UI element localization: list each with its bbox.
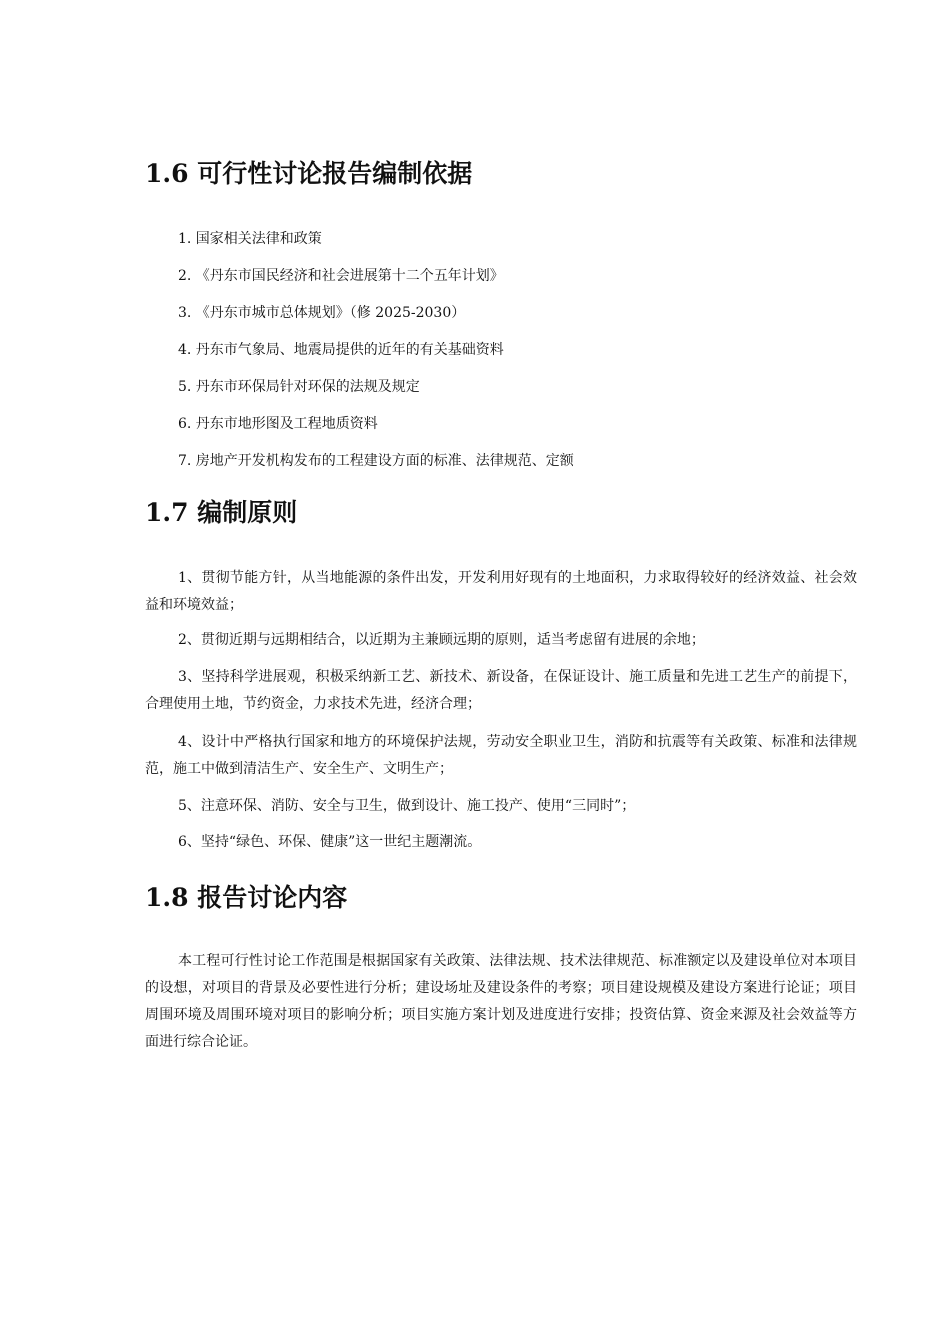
- list-item: 7. 房地产开发机构发布的工程建设方面的标准、法律规范、定额: [178, 453, 574, 469]
- section-heading-1-7: 1.7 编制原则: [145, 498, 298, 527]
- list-item: 4. 丹东市气象局、地震局提供的近年的有关基础资料: [178, 342, 504, 358]
- principle-paragraph: 6、坚持“绿色、环保、健康”这一世纪主题潮流。: [178, 834, 482, 850]
- principle-paragraph: 4、设计中严格执行国家和地方的环境保护法规，劳动安全职业卫生，消防和抗震等有关政策、标准和法律规范，施工中做到清洁生产、安全生产、文明生产；: [145, 734, 857, 777]
- principle-paragraph: 2、贯彻近期与远期相结合，以近期为主兼顾远期的原则，适当考虑留有进展的余地；: [178, 632, 705, 648]
- principle-paragraph: 5、注意环保、消防、安全与卫生，做到设计、施工投产、使用“三同时”；: [178, 798, 636, 814]
- list-item: 1. 国家相关法律和政策: [178, 231, 322, 247]
- list-item: 2. 《丹东市国民经济和社会进展第十二个五年计划》: [178, 268, 504, 284]
- list-item: 6. 丹东市地形图及工程地质资料: [178, 416, 378, 432]
- section-heading-1-6: 1.6 可行性讨论报告编制依据: [145, 159, 473, 188]
- principle-paragraph: 1、贯彻节能方针，从当地能源的条件出发，开发利用好现有的土地面积，力求取得较好的经济效益、社会效益和环境效益；: [145, 570, 857, 613]
- principle-paragraph: 3、坚持科学进展观，积极采纳新工艺、新技术、新设备，在保证设计、施工质量和先进工艺生产的前提下，合理使用土地，节约资金，力求技术先进，经济合理；: [145, 669, 857, 712]
- section-heading-1-8: 1.8 报告讨论内容: [145, 883, 348, 912]
- content-paragraph: 本工程可行性讨论工作范围是根据国家有关政策、法律法规、技术法律规范、标准额定以及建设单位对本项目的设想，对项目的背景及必要性进行分析；建设场址及建设条件的考察；项目建设规模及建设方案进行论证；项目周围环境及周围环境对项目的影响分析；项目实施方案计划及进度进行安排；投资估算、资金来源及社会效益等方面进行综合论证。: [145, 953, 857, 1050]
- list-item: 5. 丹东市环保局针对环保的法规及规定: [178, 379, 420, 395]
- basis-list: [178, 229, 574, 488]
- list-item: 3. 《丹东市城市总体规划》（修 2025-2030）: [178, 305, 466, 321]
